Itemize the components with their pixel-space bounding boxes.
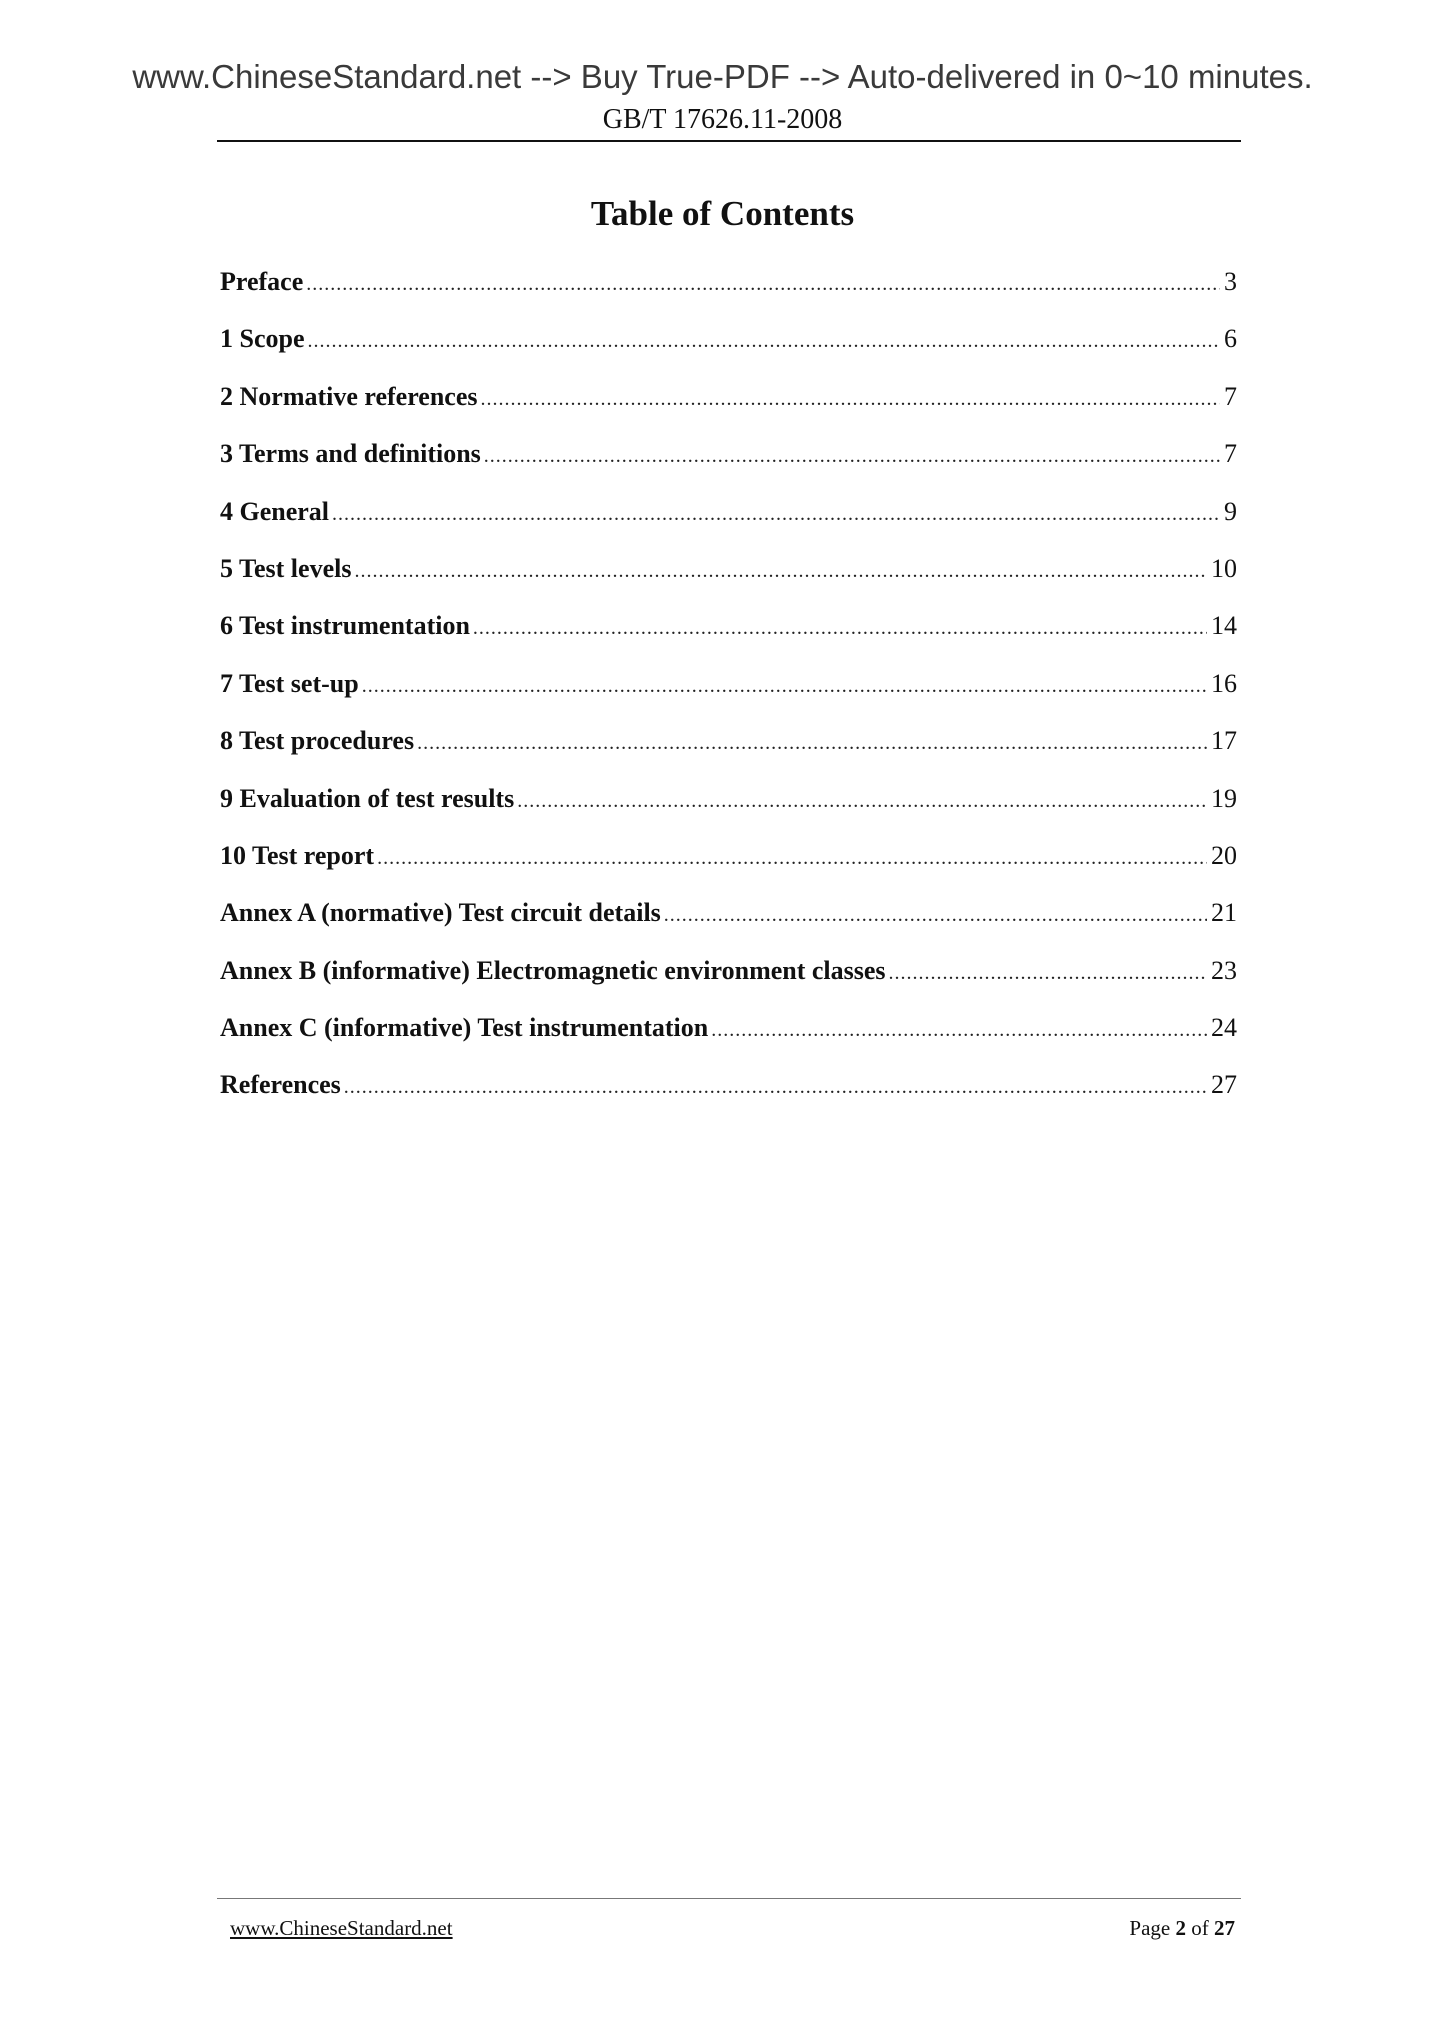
dot-leader xyxy=(308,321,1221,361)
dot-leader xyxy=(332,494,1220,534)
toc-entry-page: 3 xyxy=(1224,267,1237,296)
toc-entry-label: 5 Test levels xyxy=(220,553,352,583)
toc-entry-label: 10 Test report xyxy=(220,840,375,870)
toc-entry-label: 2 Normative references xyxy=(220,381,478,411)
dot-leader xyxy=(354,551,1207,591)
dot-leader xyxy=(480,379,1220,419)
toc-entry-label: References xyxy=(220,1070,341,1100)
toc-entry-page: 7 xyxy=(1224,439,1237,469)
dot-leader xyxy=(517,781,1207,821)
dot-leader xyxy=(377,838,1207,878)
toc-entry-label: 1 Scope xyxy=(220,324,305,354)
toc-entry-page: 6 xyxy=(1224,324,1237,354)
toc-entry-label: Annex C (informative) Test instrumentation xyxy=(220,1013,709,1043)
toc-entry-terms-and-definitions[interactable] xyxy=(220,434,1237,491)
toc-entry-general[interactable] xyxy=(220,492,1237,549)
toc-entry-label: Preface xyxy=(220,267,304,296)
toc-entry-page: 9 xyxy=(1224,496,1237,526)
toc-entry-test-levels[interactable] xyxy=(220,549,1237,606)
page-prefix: Page xyxy=(1129,1916,1171,1940)
toc-entry-scope[interactable] xyxy=(220,319,1237,376)
toc-entry-page: 27 xyxy=(1211,1070,1237,1100)
standard-code: GB/T 17626.11-2008 xyxy=(602,104,843,135)
footer-website-link[interactable]: www.ChineseStandard.net xyxy=(230,1916,453,1940)
toc-entry-label: 7 Test set-up xyxy=(220,668,359,698)
toc-entry-normative-references[interactable] xyxy=(220,377,1237,434)
toc-entry-label: Annex B (informative) Electromagnetic environment classes xyxy=(220,955,886,985)
dot-leader xyxy=(889,953,1207,993)
toc-entry-annex-a[interactable] xyxy=(220,893,1237,950)
toc-entry-page: 16 xyxy=(1211,668,1237,698)
dot-leader xyxy=(711,1010,1207,1050)
footer-divider xyxy=(217,1898,1241,1899)
toc-entry-page: 20 xyxy=(1211,840,1237,870)
dot-leader xyxy=(362,666,1207,706)
page-number xyxy=(1129,1916,1235,1941)
dot-leader xyxy=(484,436,1220,476)
toc-entry-label: 9 Evaluation of test results xyxy=(220,783,515,813)
toc-entry-test-report[interactable] xyxy=(220,836,1237,893)
toc-entry-test-set-up[interactable] xyxy=(220,664,1237,721)
page-of: of xyxy=(1191,1916,1209,1940)
table-of-contents xyxy=(220,262,1237,1123)
toc-entry-annex-b[interactable] xyxy=(220,951,1237,1008)
total-pages: 27 xyxy=(1214,1916,1235,1940)
dot-leader xyxy=(473,608,1207,648)
toc-entry-test-instrumentation[interactable] xyxy=(220,606,1237,663)
toc-entry-page: 7 xyxy=(1224,381,1237,411)
toc-entry-preface[interactable] xyxy=(220,262,1237,319)
current-page: 2 xyxy=(1175,1916,1186,1940)
dot-leader xyxy=(417,723,1207,763)
toc-entry-page: 17 xyxy=(1211,726,1237,756)
toc-entry-page: 23 xyxy=(1211,955,1237,985)
toc-entry-page: 14 xyxy=(1211,611,1237,641)
dot-leader xyxy=(344,1067,1207,1107)
header-divider xyxy=(217,140,1241,142)
dot-leader xyxy=(664,895,1207,935)
toc-entry-label: 4 General xyxy=(220,496,330,526)
toc-title: Table of Contents xyxy=(590,194,855,233)
toc-entry-label: 3 Terms and definitions xyxy=(220,439,481,469)
toc-entry-page: 24 xyxy=(1211,1013,1237,1043)
toc-entry-references[interactable] xyxy=(220,1065,1237,1122)
toc-entry-evaluation-of-test-results[interactable] xyxy=(220,779,1237,836)
dot-leader xyxy=(306,264,1220,304)
toc-entry-label: 8 Test procedures xyxy=(220,726,415,756)
toc-entry-page: 19 xyxy=(1211,783,1237,813)
toc-entry-annex-c[interactable] xyxy=(220,1008,1237,1065)
toc-entry-page: 10 xyxy=(1211,553,1237,583)
top-banner: www.ChineseStandard.net --> Buy True-PDF --> Auto-delivered in 0~10 minutes. xyxy=(132,58,1313,95)
toc-entry-label: 6 Test instrumentation xyxy=(220,611,470,641)
toc-entry-test-procedures[interactable] xyxy=(220,721,1237,778)
toc-entry-page: 21 xyxy=(1211,898,1237,928)
toc-entry-label: Annex A (normative) Test circuit details xyxy=(220,898,661,928)
